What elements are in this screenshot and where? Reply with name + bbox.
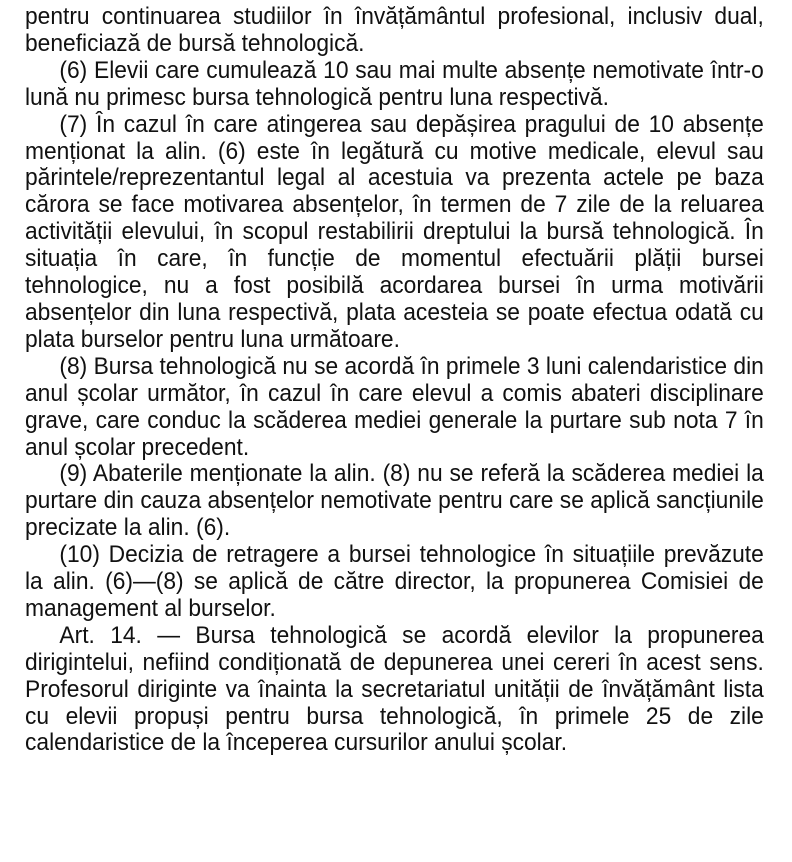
paragraph-alin-6: (6) Elevii care cumulează 10 sau mai multe absențe nemotivate într-o lună nu primesc bursa tehnologică pentru luna respectivă.: [25, 56, 764, 111]
paragraph-alin-8: (8) Bursa tehnologică nu se acordă în primele 3 luni calendaristice din anul școlar următor, în cazul în care elevul a comis abateri disciplinare grave, care conduc la scăderea mediei generale la purtare sub nota 7 în anul școlar precedent.: [25, 352, 764, 461]
paragraph-alin-7: (7) În cazul în care atingerea sau depășirea pragului de 10 absențe menționat la alin. (6) este în legătură cu motive medicale, elevul sau părintele/reprezentantul legal al acestuia va prezenta actele pe baza cărora se face motivarea absențelor, în termen de 7 zile de la reluarea activității elevului, în scopul restabilirii dreptului la bursă tehnologică. În situația în care, în funcție de momentul efectuării plății bursei tehnologice, nu a fost posibilă acordarea bursei în urma motivării absențelor din luna respectivă, plata acesteia se poate efectua odată cu plata burselor pentru luna următoare.: [25, 110, 764, 353]
paragraph-alin-9: (9) Abaterile menționate la alin. (8) nu se referă la scăderea mediei la purtare din cauza absențelor nemotivate pentru care se aplică sancțiunile precizate la alin. (6).: [25, 460, 764, 542]
paragraph-alin-10: (10) Decizia de retragere a bursei tehnologice în situațiile prevăzute la alin. (6)—(8) se aplică de către director, la propunerea Comisiei de management al burselor.: [25, 541, 764, 622]
paragraph-art-14: Art. 14. — Bursa tehnologică se acordă elevilor la propunerea dirigintelui, nefiind condiționată de depunerea unei cereri în acest sens. Profesorul diriginte va înainta la secretariatul unității de învățământ lista cu elevii propuși pentru bursa tehnologică, în primele 25 de zile calendaristice de la începerea cursurilor anului școlar.: [25, 621, 764, 757]
paragraph-continuation: pentru continuarea studiilor în învățământul profesional, inclusiv dual, beneficiază de bursă tehnologică.: [25, 3, 764, 57]
